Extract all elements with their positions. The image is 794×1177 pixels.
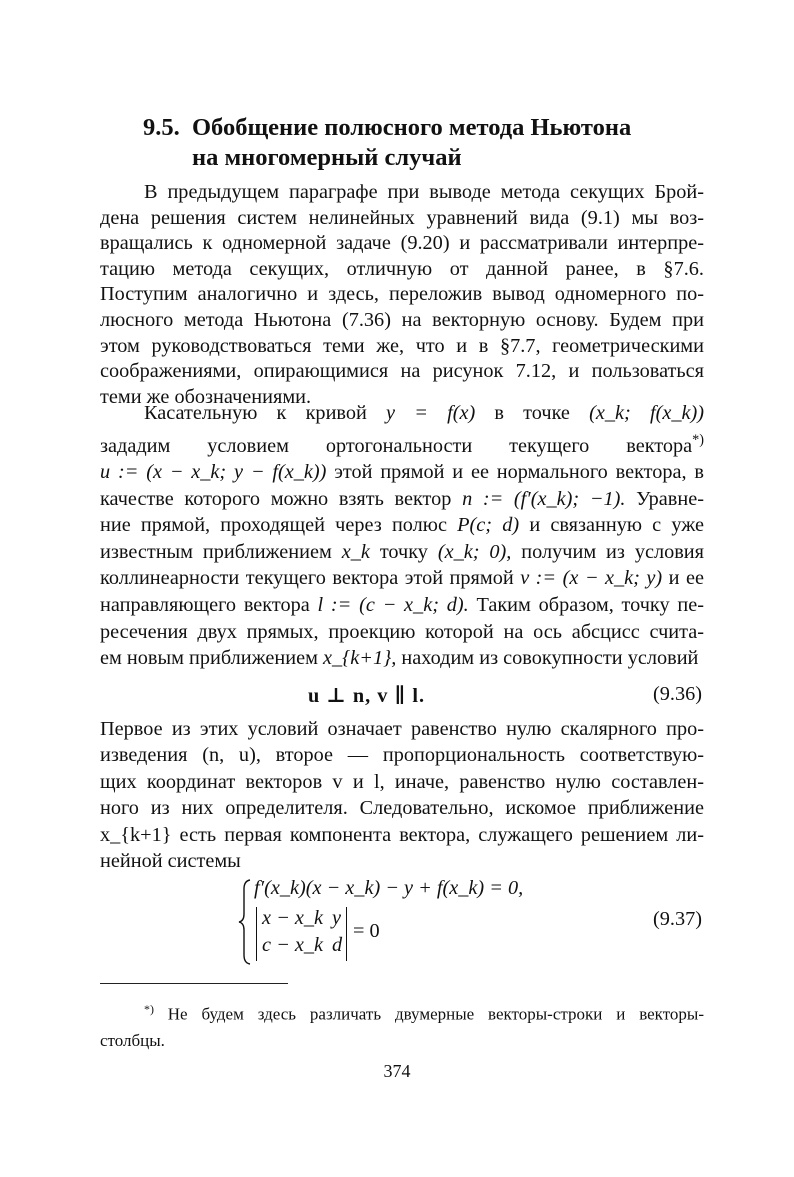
p3-line: нейной системы: [100, 850, 241, 873]
p3-line: x_{k+1} есть первая компонента вектора, служащего решением ли-: [100, 823, 704, 846]
footnote-ref: *): [692, 431, 704, 448]
p1-line: тацию метода секущих, отличную от данной ранее, в §7.6.: [100, 257, 704, 280]
p2-line: качестве которого можно взять вектор n := (f′(x_k); −1). Уравне-: [100, 487, 704, 510]
p3-line: ного из них определителя. Следовательно, искомое приближение: [100, 797, 704, 820]
determinant-bar-left: [256, 907, 257, 961]
heading-line-1: Обобщение полюсного метода Ньютона: [192, 114, 632, 141]
matrix-cell: d: [332, 934, 343, 956]
p1-line: люсного метода Ньютона (7.36) на векторную основу. Будем при: [100, 308, 704, 331]
footnote-line: столбцы.: [100, 1030, 165, 1050]
p1-line: Поступим аналогично и здесь, переложив вывод одномерного по-: [100, 283, 704, 306]
p1-line: соображениями, опирающимися на рисунок 7.12, и пользоваться: [100, 360, 704, 383]
footnote: [100, 996, 704, 1054]
p2-line: Касательную к кривой y = f(x) в точке (x_k; f(x_k)): [144, 402, 704, 424]
p2-line: ресечения двух прямых, проекцию которой на ось абсцисс счита-: [100, 620, 704, 643]
paragraph-3: [100, 716, 704, 874]
p3-line: щих координат векторов v и l, иначе, равенство нулю составлен-: [100, 770, 704, 793]
p3-line: Первое из этих условий означает равенство нулю скалярного про-: [100, 718, 704, 740]
p1-line: В предыдущем параграфе при выводе метода секущих Брой-: [144, 181, 704, 203]
matrix-cell: c − x_k: [262, 934, 323, 956]
page-number: 374: [383, 1061, 411, 1081]
p2-line: коллинеарности текущего вектора этой прямой v := (x − x_k; y) и ее: [100, 567, 704, 590]
p1-line: вращались к одномерной задаче (9.20) и рассматривали интерпре-: [100, 232, 704, 255]
section-heading: [143, 113, 631, 173]
p2-line: ем новым приближением x_{k+1}, находим из совокупности условий: [100, 647, 699, 670]
matrix-cell: x − x_k: [262, 907, 323, 929]
p3-line: изведения (n, u), второе — пропорциональность соответствую-: [100, 744, 704, 767]
equation-number-9-37: (9.37): [653, 908, 702, 930]
system-row-1: f′(x_k)(x − x_k) − y + f(x_k) = 0,: [254, 877, 524, 899]
paragraph-1: [100, 180, 704, 410]
heading-line-2: на многомерный случай: [192, 144, 462, 171]
p1-line: этом руководствоваться теми же, что и в §7.7, геометрическими: [100, 334, 704, 357]
p2-line: известным приближением x_k точку (x_k; 0), получим из условия: [100, 540, 704, 563]
equation-number-9-36: (9.36): [653, 683, 702, 705]
p2-line: зададим условием ортогональности текущего вектора*): [100, 431, 704, 457]
matrix-cell: y: [332, 907, 342, 929]
p1-line: дена решения систем нелинейных уравнений вида (9.1) мы воз-: [100, 206, 704, 229]
footnote-line: *) Не будем здесь различать двумерные векторы-строки и векторы-: [144, 1002, 705, 1024]
p2-line: направляющего вектора l := (c − x_k; d). Таким образом, точку пе-: [100, 593, 705, 616]
paragraph-2: [100, 400, 704, 672]
p2-line: ние прямой, проходящей через полюс P(c; d) и связанную с уже: [100, 514, 704, 537]
equation-9-36: u ⊥ n, v ∥ l.: [308, 685, 426, 707]
section-number: 9.5.: [143, 114, 180, 141]
p1-line: теми же обозначениями.: [100, 385, 312, 408]
footnote-rule: [100, 983, 288, 984]
p2-line: u := (x − x_k; y − f(x_k)) этой прямой и ее нормального вектора, в: [100, 460, 704, 483]
determinant-bar-right: [346, 907, 347, 961]
equation-9-37: [238, 877, 538, 967]
system-rhs: = 0: [353, 920, 380, 942]
left-brace-icon: [238, 879, 252, 965]
